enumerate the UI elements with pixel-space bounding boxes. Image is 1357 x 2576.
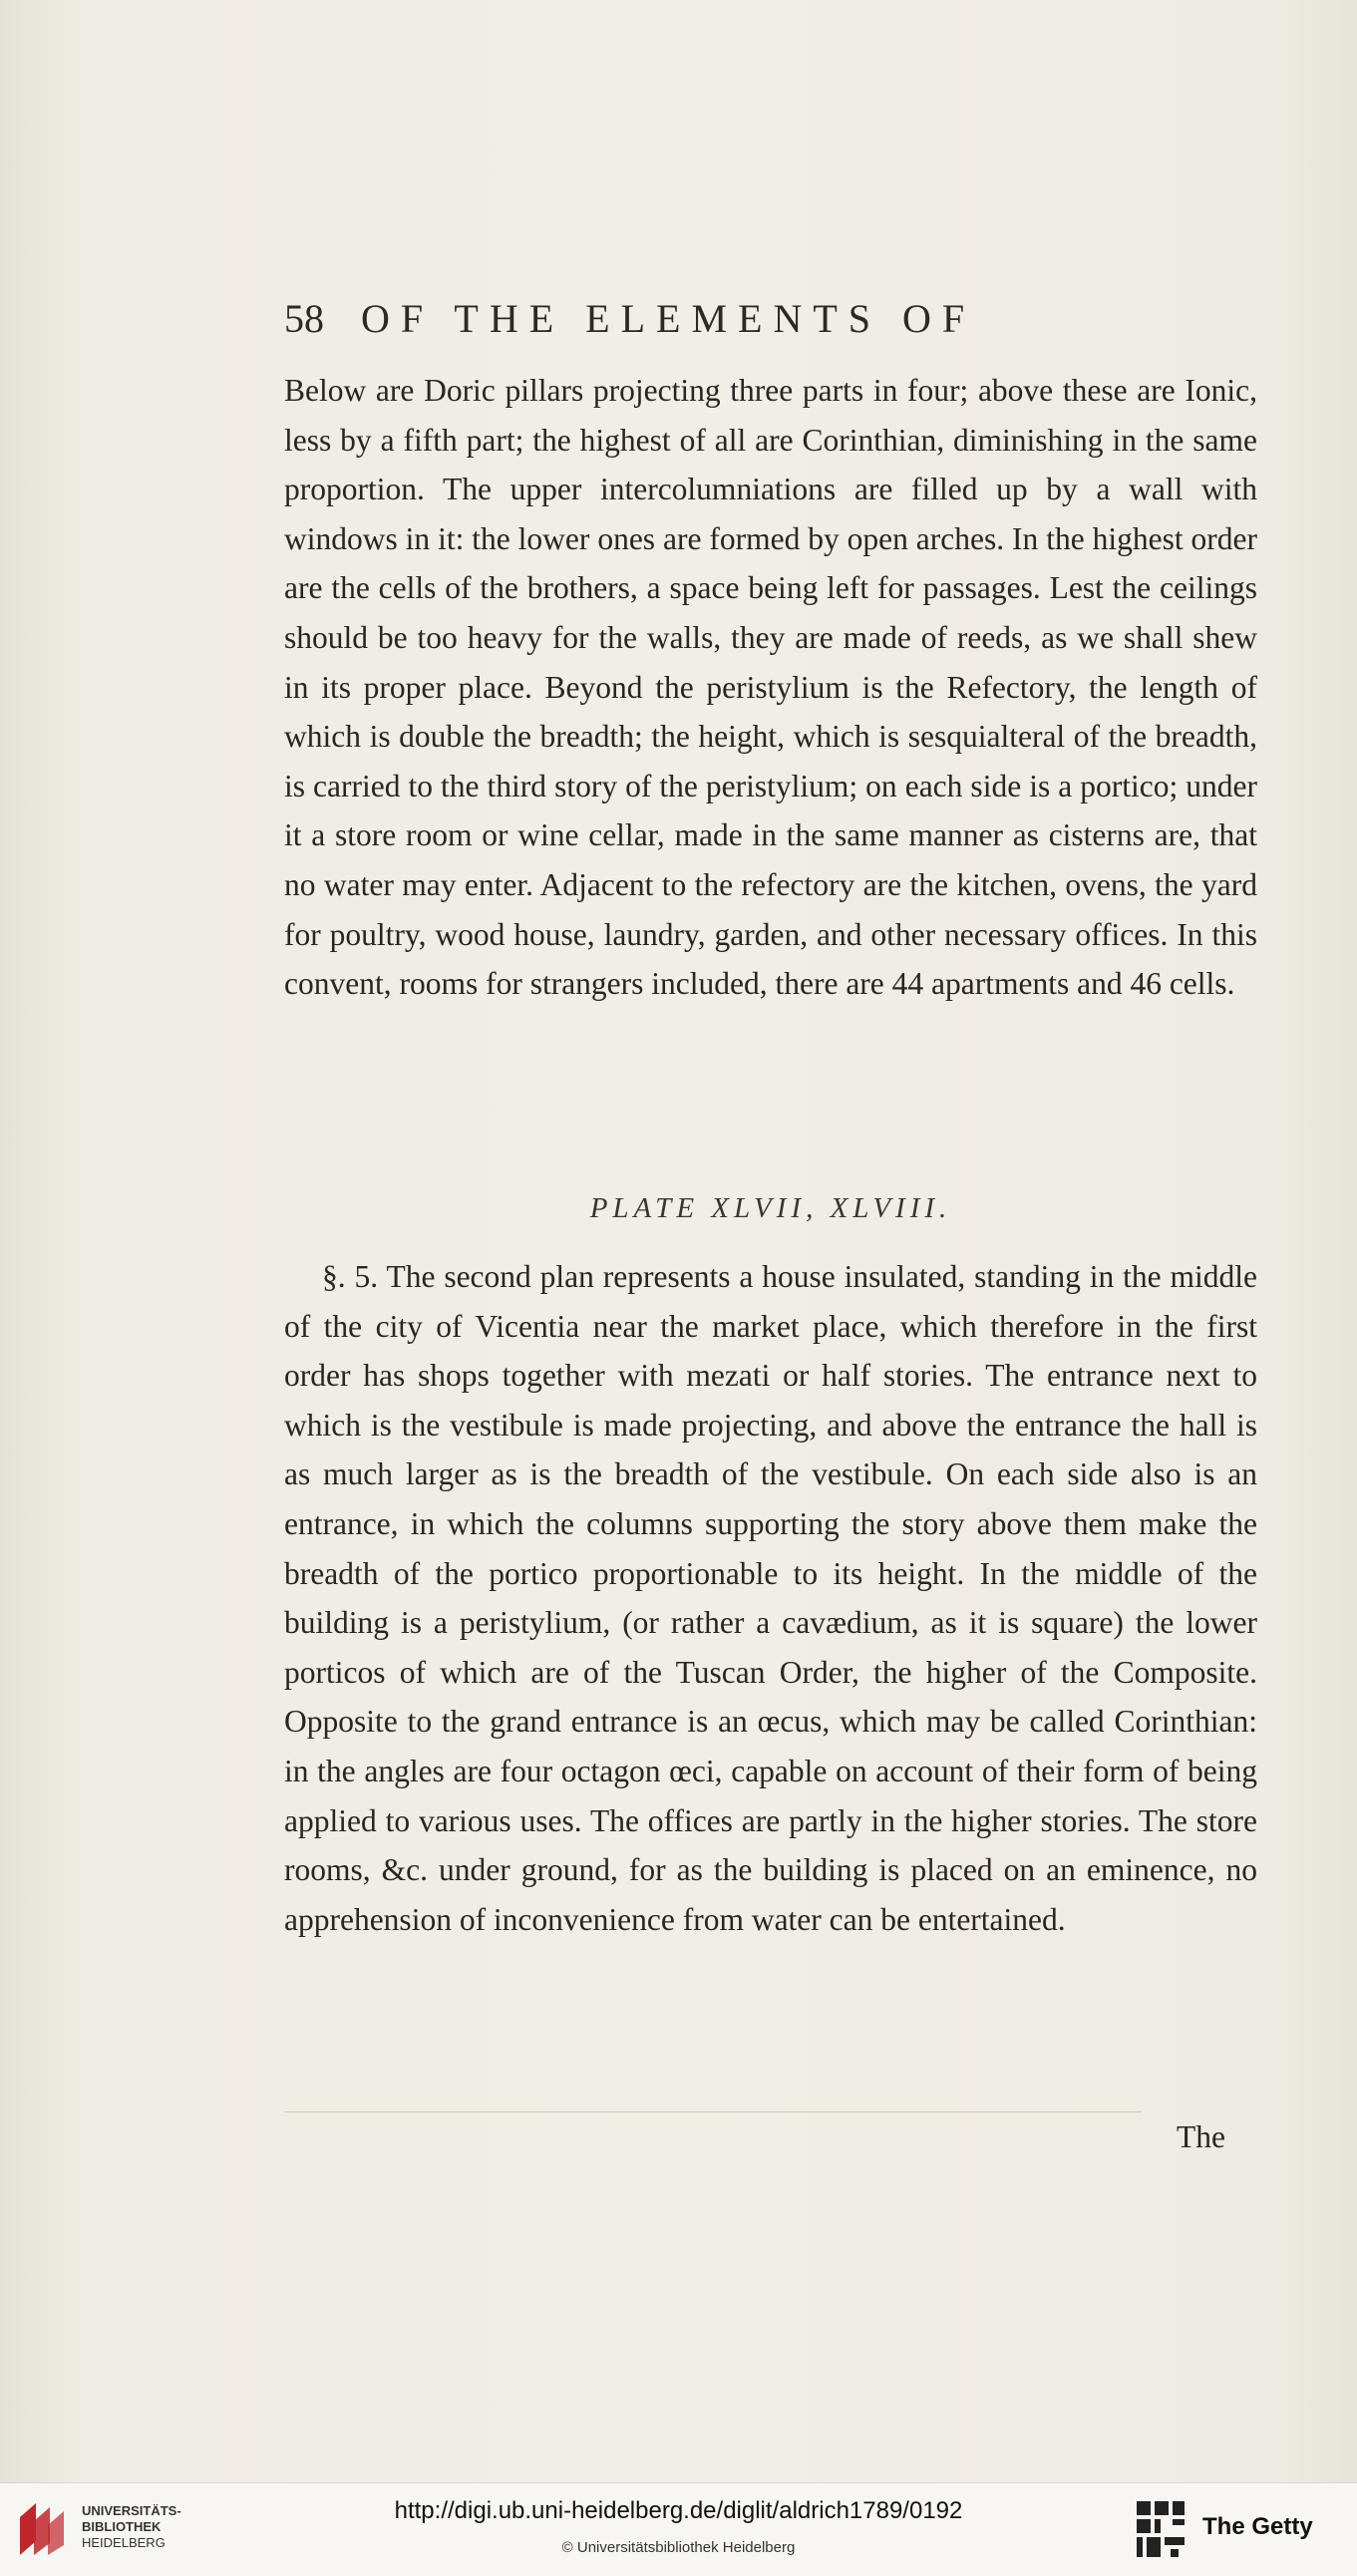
section-text-block xyxy=(284,1252,1257,1944)
partner-name: The Getty xyxy=(1202,2513,1313,2540)
permalink-url[interactable]: http://digi.ub.uni-heidelberg.de/diglit/aldrich1789/0192 xyxy=(394,2497,963,2524)
library-name: UNIVERSITÄTS- BIBLIOTHEK HEIDELBERG xyxy=(82,2503,181,2550)
paragraph: §. 5. The second plan represents a house insulated, standing in the middle of the city of Vicentia near the market place, which therefore in the first order has shops together with mezati or half stories. The entrance next to which is the vestibule is made projecting, and above the entrance the hall is as much larger as is the breadth of the vestibule. On each side also is an entrance, in which the columns supporting the story above them make the breadth of the portico proportionable to its height. In the middle of the building is a peristylium, (or rather a cavædium, as it is square) the lower porticos of which are of the Tuscan Order, the higher of the Composite. Opposite to the grand entrance is an œcus, which may be called Corinthian: in the angles are four octagon œci, capable on account of their form of being applied to various uses. The offices are partly in the higher stories. The store rooms, &c. under ground, for as the building is placed on an eminence, no apprehension of inconvenience from water can be entertained. xyxy=(284,1259,1257,1937)
footer-rule xyxy=(284,2111,1142,2112)
copyright-notice: © Universitätsbibliothek Heidelberg xyxy=(561,2539,796,2556)
plate-heading: PLATE XLVII, XLVIII. xyxy=(589,1192,952,1224)
paragraph: Below are Doric pillars projecting three parts in four; above these are Ionic, less by a fifth part; the highest of all are Corinthian, diminishing in the same proportion. The upper intercolumniations are filled up by a wall with windows in it: the lower ones are formed by open arches. In the highest order are the cells of the brothers, a space being left for passages. Lest the ceilings should be too heavy for the walls, they are made of reeds, as we shall shew in its proper place. Beyond the peristylium is the Refectory, the length of which is double the breadth; the height, which is sesquialteral of the breadth, is carried to the third story of the peristylium; on each side is a portico; under it a store room or wine cellar, made in the same manner as cisterns are, that no water may enter. Adjacent to the refectory are the kitchen, ovens, the yard for poultry, wood house, laundry, garden, and other necessary offices. In this convent, rooms for strangers included, there are 44 apartments and 46 cells. xyxy=(284,373,1257,1002)
running-head: OF THE ELEMENTS OF xyxy=(361,296,976,341)
page-header xyxy=(284,295,1162,355)
main-text-block xyxy=(284,366,1257,1009)
getty-logo-icon[interactable] xyxy=(1133,2497,1188,2561)
page-number: 58 xyxy=(284,296,324,341)
viewer-footer xyxy=(0,2482,1357,2576)
catchword: The xyxy=(1177,2119,1225,2154)
